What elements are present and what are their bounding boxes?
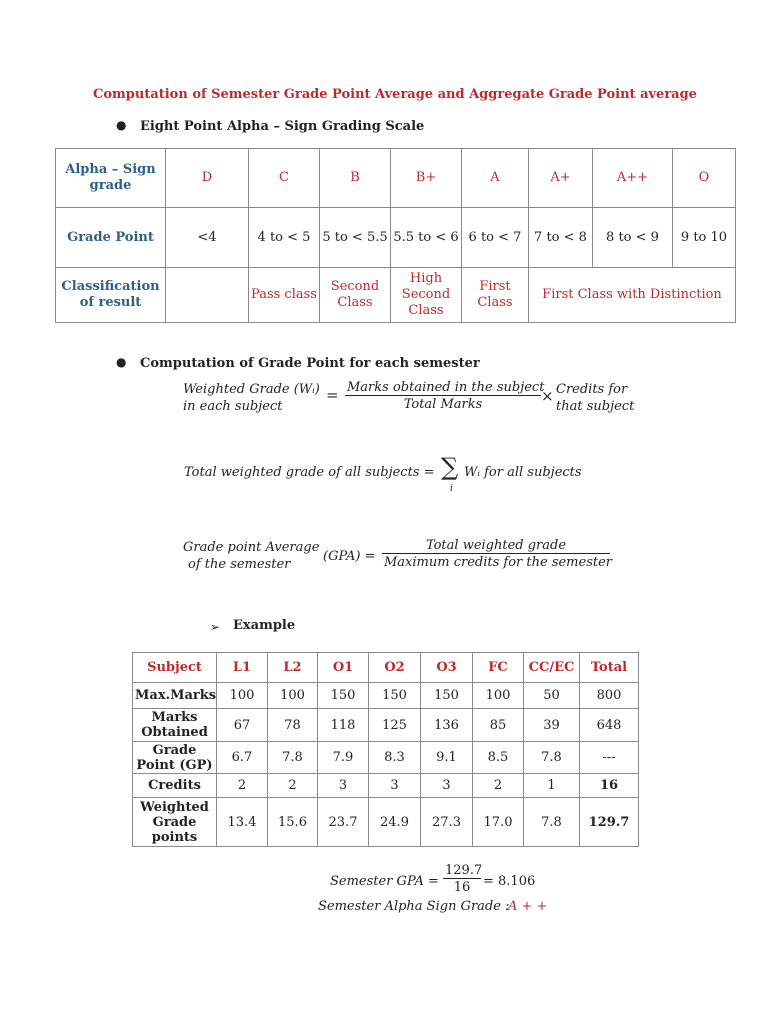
table-row [133,774,639,798]
classification-cell-distinction: First Class with Distinction [529,268,736,323]
formula3-lhs-line1: Grade point Average [183,540,320,555]
formula1-denominator: Total Marks [345,395,541,412]
table-row [133,683,639,709]
grade-point-label: Grade Point [56,208,166,268]
alpha-grade-cell: O [673,149,736,208]
table-cell: 7.8 [524,798,580,847]
formula1-numerator: Marks obtained in the subject [347,380,545,395]
bullet-grade-computation [116,355,480,371]
alpha-grade-cell: A+ [529,149,593,208]
formula1-rhs [556,381,634,415]
example-header-cell: Subject [133,653,217,683]
example-header-cell: CC/EC [524,653,580,683]
grade-point-cell: 6 to < 7 [462,208,529,268]
row-label: Weighted Grade points [133,798,217,847]
table-cell: 9.1 [421,742,473,774]
example-header-cell: O3 [421,653,473,683]
table-cell: 3 [369,774,421,798]
row-label: Credits [133,774,217,798]
formula3-numerator: Total weighted grade [425,538,567,553]
classification-cell [166,268,249,323]
grade-point-cell: 9 to 10 [673,208,736,268]
alpha-grade-cell: A [462,149,529,208]
formula1-lhs-line1: Weighted Grade (Wᵢ) [183,382,320,397]
grade-point-row [56,208,736,268]
alpha-grade-cell: A++ [593,149,673,208]
table-cell: 648 [580,709,639,742]
example-header-cell: L2 [268,653,318,683]
example-table [132,652,639,847]
gpa-denominator: 16 [443,878,481,895]
formula1-equals: = [326,386,339,404]
grading-scale-heading: Eight Point Alpha – Sign Grading Scale [140,119,425,134]
grade-point-cell: 5.5 to < 6 [391,208,462,268]
table-cell: 7.9 [318,742,369,774]
grade-point-cell: <4 [166,208,249,268]
grade-point-cell: 5 to < 5.5 [320,208,391,268]
table-cell: 85 [473,709,524,742]
example-header-cell: Total [580,653,639,683]
table-cell: 2 [217,774,268,798]
table-cell: 125 [369,709,421,742]
table-cell: 8.5 [473,742,524,774]
table-cell: 100 [217,683,268,709]
example-header-cell: O2 [369,653,421,683]
table-cell: 13.4 [217,798,268,847]
formula1-times: × [541,387,554,405]
alpha-grade-label: Alpha – Sign grade [56,149,166,208]
classification-row [56,268,736,323]
example-header-cell: FC [473,653,524,683]
gpa-numerator: 129.7 [445,863,483,878]
table-cell: 7.8 [268,742,318,774]
example-header-cell: O1 [318,653,369,683]
alpha-grade-cell: C [249,149,320,208]
grade-computation-heading: Computation of Grade Point for each semester [140,356,480,371]
table-cell: 150 [318,683,369,709]
table-cell: 129.7 [580,798,639,847]
table-cell: 24.9 [369,798,421,847]
grade-value: A + + [508,899,548,914]
alpha-grade-cell: B [320,149,391,208]
example-header-row [133,653,639,683]
page-title: Computation of Semester Grade Point Average and Aggregate Grade Point average [93,87,697,102]
table-row [133,742,639,774]
table-cell: 17.0 [473,798,524,847]
table-cell: 3 [421,774,473,798]
arrow-bullet-icon: ➢ [210,620,221,634]
table-cell: 7.8 [524,742,580,774]
classification-label: Classification of result [56,268,166,323]
table-cell: 136 [421,709,473,742]
classification-cell: First Class [462,268,529,323]
table-cell: 1 [524,774,580,798]
table-cell: 15.6 [268,798,318,847]
table-cell: 67 [217,709,268,742]
table-cell: --- [580,742,639,774]
example-header-cell: L1 [217,653,268,683]
formula1-rhs-line1: Credits for [556,382,628,397]
table-cell: 27.3 [421,798,473,847]
classification-cell: Second Class [320,268,391,323]
formula1-rhs-line2: that subject [556,399,635,414]
grade-point-cell: 4 to < 5 [249,208,320,268]
alpha-grade-cell: B+ [391,149,462,208]
grade-point-cell: 7 to < 8 [529,208,593,268]
table-cell: 3 [318,774,369,798]
formula3-lhs [183,539,319,573]
row-label: Grade Point (GP) [133,742,217,774]
formula2-subscript: i [450,484,453,494]
formula1-lhs-line2: in each subject [183,399,283,414]
table-cell: 118 [318,709,369,742]
gpa-value: = 8.106 [483,874,536,889]
table-cell: 800 [580,683,639,709]
formula1-fraction [345,380,545,412]
grade-label: Semester Alpha Sign Grade : [318,899,510,914]
grading-scale-table [55,148,736,323]
formula2-lhs: Total weighted grade of all subjects = [184,465,435,480]
gpa-label: Semester GPA = [330,874,439,889]
table-cell: 16 [580,774,639,798]
row-label: Max.Marks [133,683,217,709]
bullet-dot-icon: ● [116,355,127,369]
table-row [133,709,639,742]
table-cell: 2 [473,774,524,798]
formula3-denominator: Maximum credits for the semester [384,555,613,570]
sigma-icon: ∑ [441,453,459,481]
table-cell: 6.7 [217,742,268,774]
formula3-fraction [382,538,613,570]
table-cell: 39 [524,709,580,742]
table-row [133,798,639,847]
table-cell: 78 [268,709,318,742]
alpha-grade-cell: D [166,149,249,208]
formula2-rhs: Wᵢ for all subjects [464,465,582,480]
row-label: Marks Obtained [133,709,217,742]
table-cell: 150 [369,683,421,709]
formula3-lhs-line2: of the semester [188,557,291,572]
alpha-grade-row [56,149,736,208]
table-cell: 50 [524,683,580,709]
classification-cell: High Second Class [391,268,462,323]
table-cell: 100 [473,683,524,709]
gpa-fraction [443,863,481,895]
table-cell: 150 [421,683,473,709]
table-cell: 8.3 [369,742,421,774]
bullet-dot-icon: ● [116,118,127,132]
classification-cell: Pass class [249,268,320,323]
formula3-mid: (GPA) = [323,549,376,564]
table-cell: 23.7 [318,798,369,847]
bullet-grading-scale [116,118,425,134]
grade-point-cell: 8 to < 9 [593,208,673,268]
table-cell: 2 [268,774,318,798]
formula1-lhs [183,381,320,415]
example-heading: Example [233,618,296,633]
table-cell: 100 [268,683,318,709]
